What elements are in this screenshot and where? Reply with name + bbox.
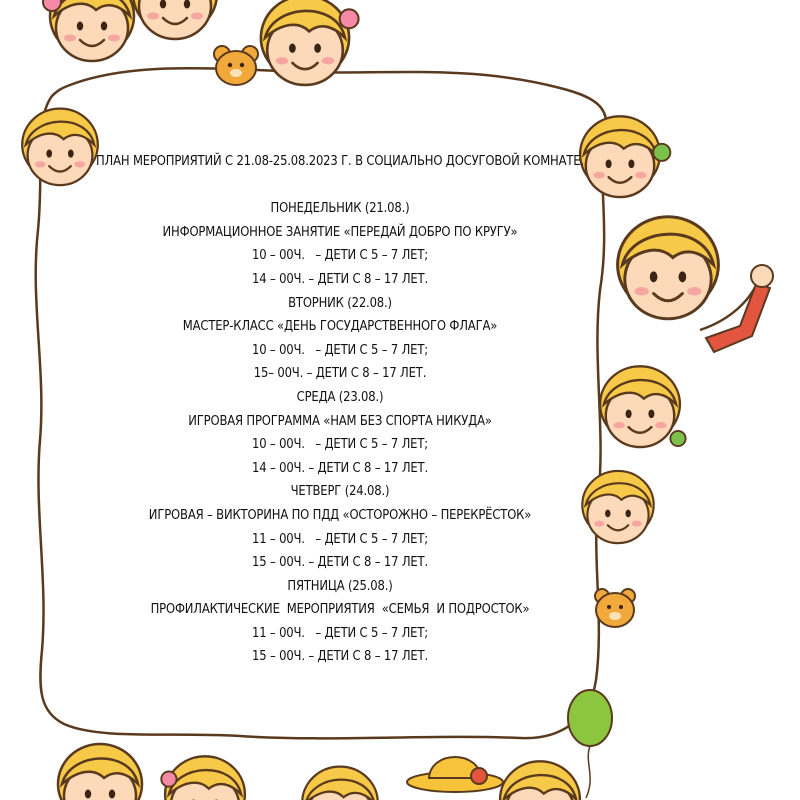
kid-bottom-2 <box>161 756 245 800</box>
kid-bottom-1 <box>58 744 142 800</box>
kid-top-left-1 <box>43 0 134 61</box>
session-wednesday-1: 10 – 00Ч. – ДЕТИ С 5 – 7 ЛЕТ; <box>251 436 429 453</box>
bear-top <box>214 46 258 85</box>
day-monday: ПОНЕДЕЛЬНИК (21.08.) <box>270 200 410 217</box>
day-tuesday: ВТОРНИК (22.08.) <box>288 294 392 311</box>
kid-bottom-3 <box>302 767 378 800</box>
event-thursday: ИГРОВАЯ – ВИКТОРИНА ПО ПДД «ОСТОРОЖНО – ПЕРЕКРЁСТОК» <box>148 506 532 523</box>
kid-bottom-hat <box>407 757 503 792</box>
kid-right-2 <box>618 217 719 319</box>
event-friday: ПРОФИЛАКТИЧЕСКИЕ МЕРОПРИЯТИЯ «СЕМЬЯ И ПОДРОСТОК» <box>150 601 530 618</box>
session-thursday-1: 11 – 00Ч. – ДЕТИ С 5 – 7 ЛЕТ; <box>251 530 429 547</box>
kid-right-4 <box>582 471 653 543</box>
kid-left-side <box>22 109 98 186</box>
kid-bottom-4 <box>500 761 580 800</box>
event-plan <box>95 150 584 669</box>
kid-top-left-2 <box>133 0 217 39</box>
session-friday-2: 15 – 00Ч. – ДЕТИ С 8 – 17 ЛЕТ. <box>252 648 428 665</box>
session-wednesday-2: 14 – 00Ч. – ДЕТИ С 8 – 17 ЛЕТ. <box>252 459 428 476</box>
session-monday-1: 10 – 00Ч. – ДЕТИ С 5 – 7 ЛЕТ; <box>251 247 429 264</box>
session-monday-2: 14 – 00Ч. – ДЕТИ С 8 – 17 ЛЕТ. <box>252 270 428 287</box>
day-wednesday: СРЕДА (23.08.) <box>296 388 384 405</box>
event-wednesday: ИГРОВАЯ ПРОГРАММА «НАМ БЕЗ СПОРТА НИКУДА» <box>188 412 492 429</box>
day-thursday: ЧЕТВЕРГ (24.08.) <box>290 483 390 500</box>
event-monday: ИНФОРМАЦИОННОЕ ЗАНЯТИЕ «ПЕРЕДАЙ ДОБРО ПО КРУГУ» <box>162 223 518 240</box>
session-thursday-2: 15 – 00Ч. – ДЕТИ С 8 – 17 ЛЕТ. <box>252 554 428 571</box>
plan-title: ПЛАН МЕРОПРИЯТИЙ С 21.08-25.08.2023 Г. В СОЦИАЛЬНО ДОСУГОВОЙ КОМНАТЕ. <box>95 153 584 169</box>
event-tuesday: МАСТЕР-КЛАСС «ДЕНЬ ГОСУДАРСТВЕННОГО ФЛАГА» <box>182 318 498 335</box>
kid-right-3 <box>600 366 686 447</box>
session-tuesday-1: 10 – 00Ч. – ДЕТИ С 5 – 7 ЛЕТ; <box>251 341 429 358</box>
session-friday-1: 11 – 00Ч. – ДЕТИ С 5 – 7 ЛЕТ; <box>251 624 429 641</box>
day-friday: ПЯТНИЦА (25.08.) <box>287 577 393 594</box>
bear-right <box>595 589 635 627</box>
session-tuesday-2: 15– 00Ч. – ДЕТИ С 8 – 17 ЛЕТ. <box>253 365 427 382</box>
